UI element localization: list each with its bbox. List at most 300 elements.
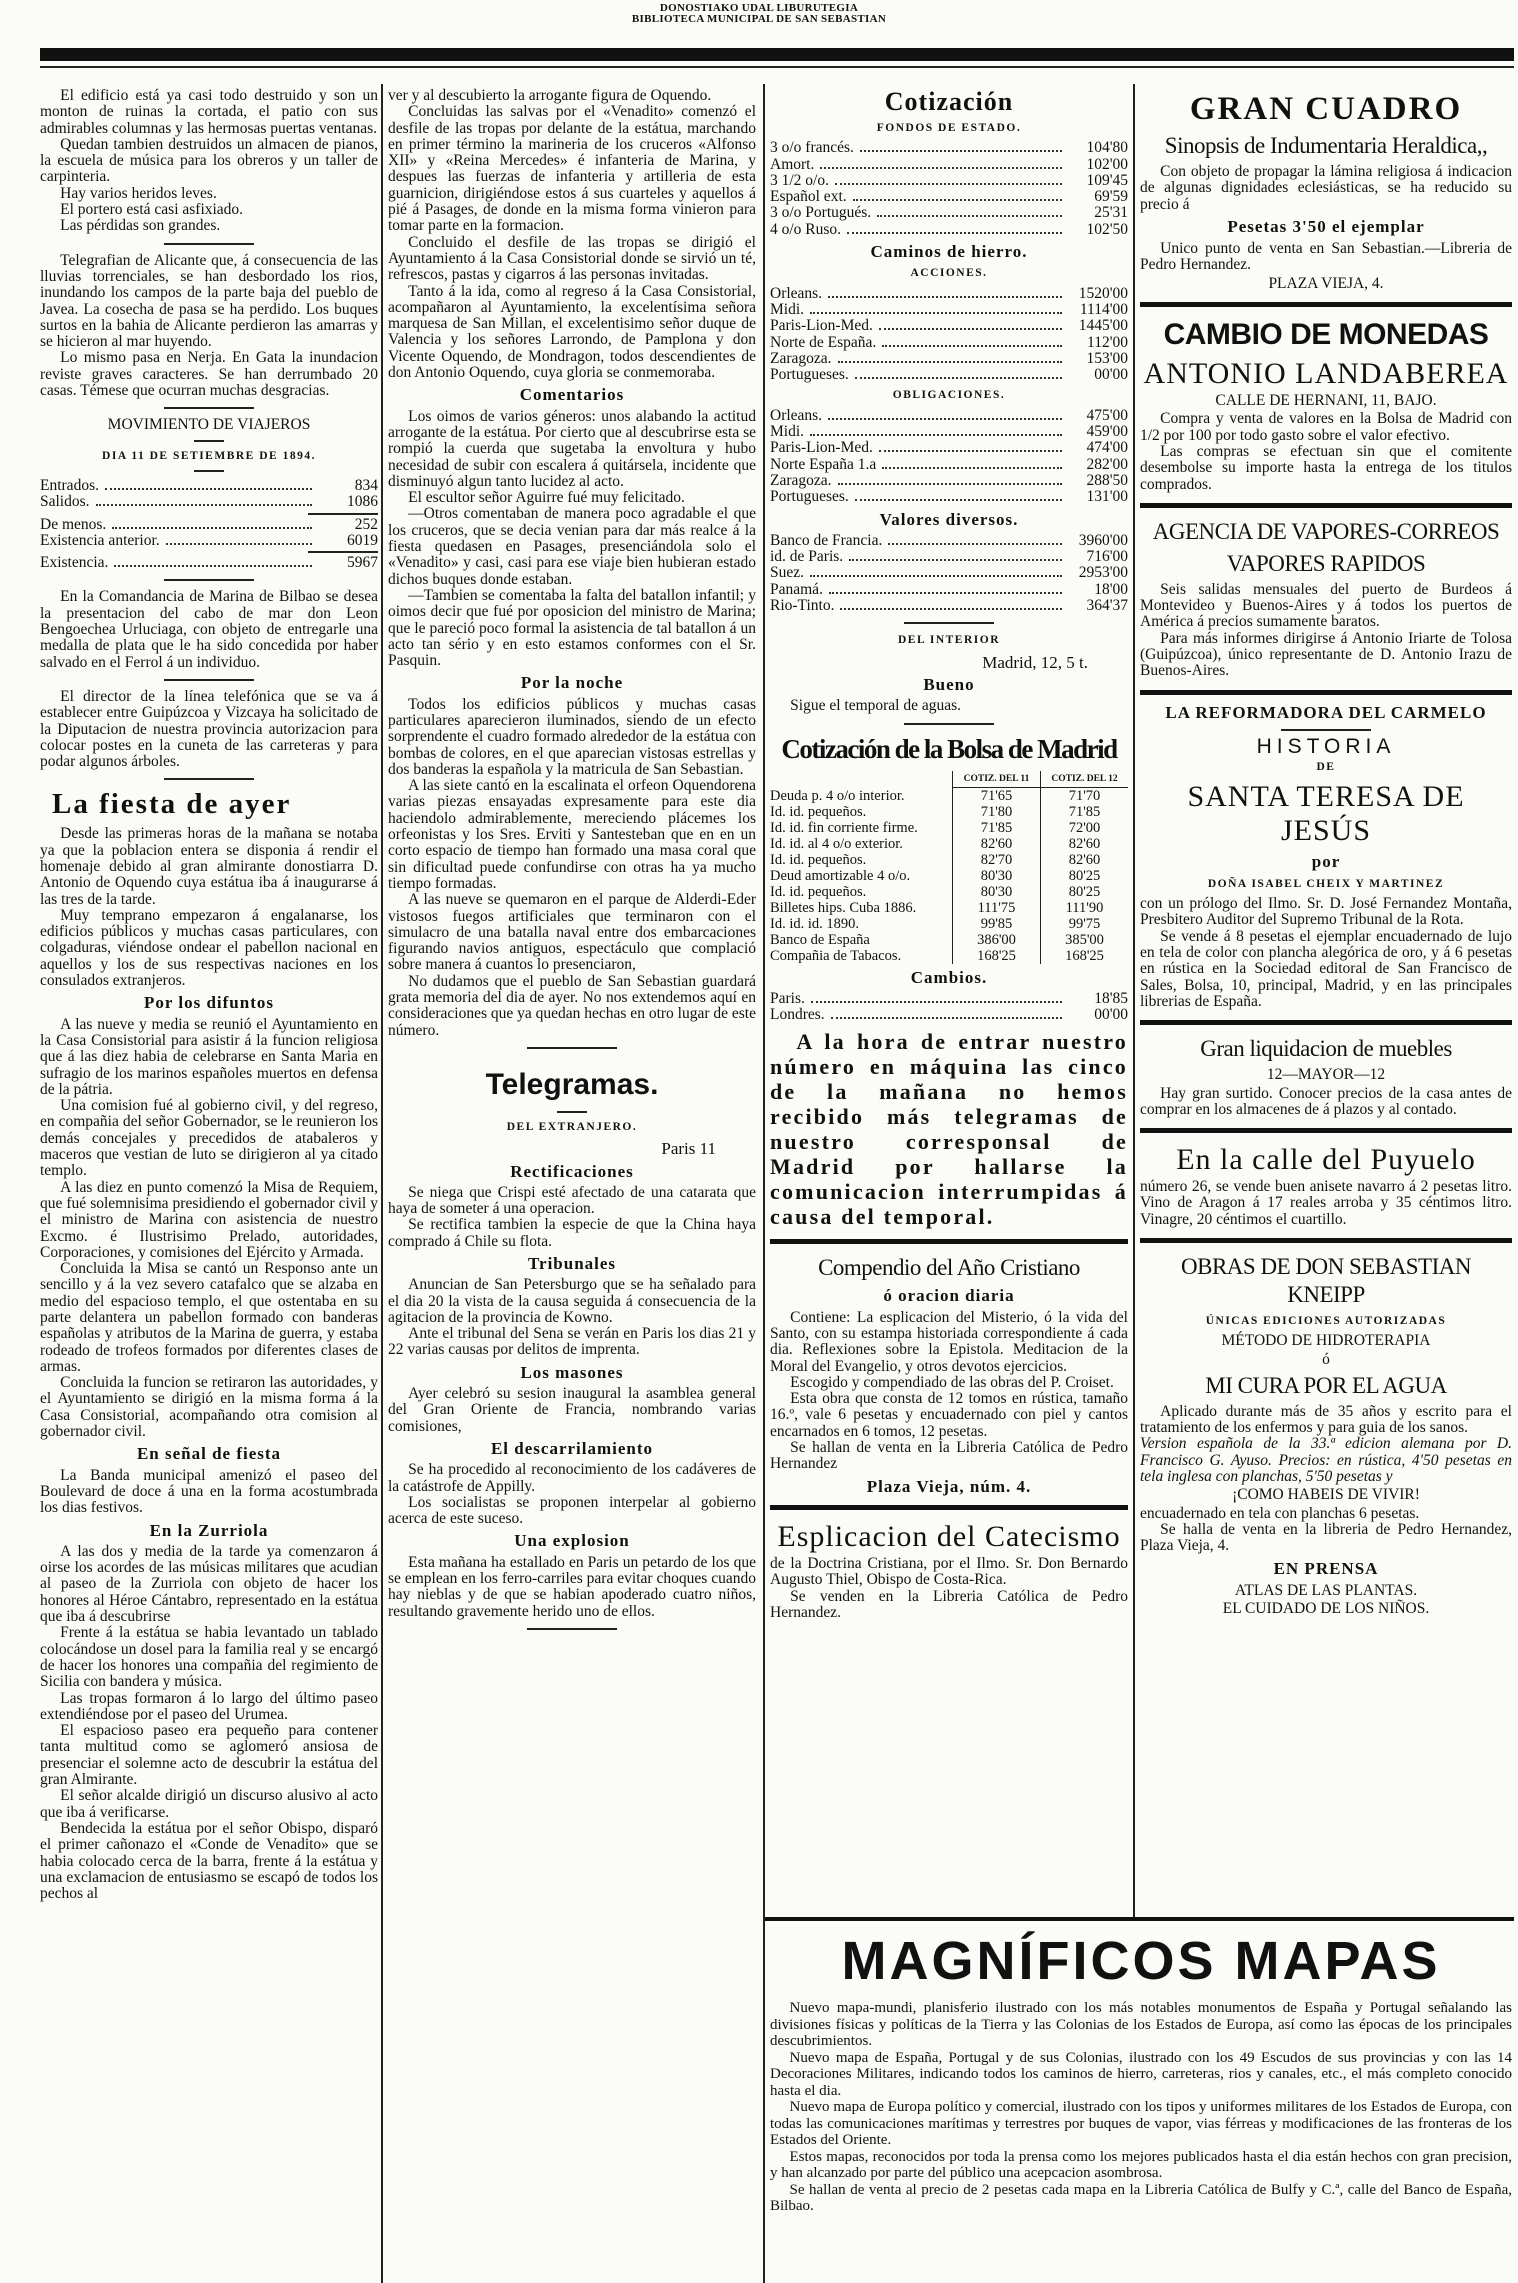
advert-title: VAPORES RAPIDOS — [1226, 550, 1426, 576]
advert-title: Sinopsis de Indumentaria Heraldica,, — [1164, 133, 1488, 158]
price-row — [770, 140, 1128, 156]
column-header: COTIZ. DEL 12 — [1040, 771, 1128, 788]
section-heading: El descarrilamiento — [490, 1438, 654, 1458]
dot-leader — [114, 565, 312, 567]
price-row — [770, 457, 1128, 473]
advert-title: ANTONIO LANDABEREA — [1143, 357, 1509, 391]
advert-title: GRAN CUADRO — [1189, 91, 1463, 127]
paragraph: Se hallan de venta al precio de 2 pesetas cada mapa en la Libreria Católica de Bulfy y C.ª, calle del Banco de España, Bilbao. — [770, 2181, 1512, 2214]
column-divider — [763, 84, 765, 2283]
row-value: 282'00 — [1086, 455, 1128, 473]
small-caps-line: ACCIONES. — [910, 267, 988, 280]
value-day-12: 111'90 — [1040, 900, 1128, 916]
paragraph: Se niega que Crispi esté afectado de una catarata que haya de someter á una operacion. — [388, 1183, 756, 1218]
sum-line — [308, 551, 378, 553]
dot-leader — [840, 608, 1062, 610]
paragraph: Desde las primeras horas de la mañana se notaba ya que la poblacion entera se disponia á rendir el homenaje debido al gran almirante donostiarra D. Antonio de Oquendo cuya estátua iba á inaugurarse á las tres de la tarde. — [40, 825, 378, 908]
section-heading: Cambios. — [910, 967, 988, 987]
paragraph: El espacioso paseo era pequeño para contener tanta multitud como se aglomeró ansiosa de presenciar el solemne acto de descubrir la estátua del gran Almirante. — [40, 1722, 378, 1789]
column-2 — [388, 88, 756, 2283]
row-value: 25'31 — [1094, 204, 1128, 222]
dot-leader — [166, 543, 312, 545]
dot-leader — [847, 232, 1062, 234]
paragraph: El edificio está ya casi todo destruido y son un monton de ruinas la cortada, el patio con sus admirables columnas y las hermosas puertas ventanas. — [40, 88, 378, 137]
price-row — [770, 473, 1128, 489]
row-label: Deud amortizable 4 o/o. — [770, 867, 911, 884]
thick-divider — [1140, 1238, 1512, 1243]
value-day-12: 80'25 — [1040, 884, 1128, 900]
section-heading: Los masones — [520, 1362, 624, 1382]
paragraph: número 26, se vende buen anisete navarro á 2 pesetas litro. Vino de Aragon á 17 reales arroba y 35 céntimos litro. Vinagre, 20 céntimos el cuartillo. — [1140, 1178, 1512, 1228]
paragraph: El director de la línea telefónica que se va á establecer entre Guipúzcoa y Vizcaya ha solicitado de la Diputacion de nuestra provincia autorizacion para colocar postes en la cuneta de las carreteras y para podar algunos árboles. — [40, 687, 378, 771]
row-label: Banco de Francia. — [770, 531, 883, 549]
price-row — [770, 489, 1128, 505]
dot-leader — [810, 575, 1062, 577]
sum-line — [308, 513, 378, 515]
divider — [164, 679, 254, 681]
price-row — [770, 318, 1128, 334]
row-label: Id. id. pequeños. — [770, 851, 867, 868]
price-row — [770, 286, 1128, 302]
dot-leader — [888, 543, 1062, 545]
paragraph: Hay varios heridos leves. — [60, 184, 217, 202]
centered-line: CALLE DE HERNANI, 11, BAJO. — [1215, 392, 1437, 410]
dateline: Madrid, 12, 5 t. — [982, 652, 1088, 672]
price-row — [770, 565, 1128, 581]
price-row — [770, 189, 1128, 205]
paragraph: Frente á la estátua se habia levantado un tablado colocándose un dosel para la familia real y se encargó de hacer los honores una compañia del regimiento de Sicilia con bandera y música. — [40, 1624, 378, 1691]
dot-leader — [879, 450, 1062, 452]
paragraph: Sigue el temporal de aguas. — [790, 697, 962, 715]
small-caps-line: DIA 11 DE SETIEMBRE DE 1894. — [102, 449, 316, 462]
row-label: Español ext. — [770, 188, 847, 206]
advert-title: HISTORIA — [1256, 734, 1396, 758]
advert-title: MI CURA POR EL AGUA — [1205, 1372, 1447, 1398]
dot-leader — [849, 559, 1062, 561]
advert-title: Gran liquidacion de muebles — [1200, 1036, 1452, 1062]
paragraph: Esta mañana ha estallado en Paris un petardo de los que se emplean en los ferro-carriles para evitar choques cuando hay nieblas y de que se habian apoderado cuatro niños, resultando gravemente herido uno de ellos. — [388, 1553, 756, 1620]
value-day-11: 386'00 — [952, 932, 1040, 948]
row-value: 00'00 — [1094, 366, 1128, 384]
paragraph: Tanto á la ida, como al regreso á la Casa Consistorial, acompañaron al Ayuntamiento, la excelentísima señora marquesa de San Millan, el excelentisimo señor duque de Valencia y los señores Larrondo, de Pamplona y don Vicente Oquendo, de Mondragon, todos descendientes de don Antonio Oquendo, cuya gloria se conmemoraba. — [388, 282, 756, 382]
divider — [164, 778, 254, 780]
value-day-11: 168'25 — [952, 948, 1040, 964]
header-bar — [40, 48, 1514, 61]
paragraph: Muy temprano empezaron á engalanarse, los edificios públicos y muchas casas particulares, con colgaduras, viéndose ondear el pabellon nacional en aquellos y los de sus respectivas naciones en los consulados extranjeros. — [40, 906, 378, 990]
paragraph-italic: Version española de la 33.ª edicion alemana por D. Francisco G. Ayuso. Precios: en rústica, 4'50 pesetas en tela inglesa con planchas, 5'50 pesetas y — [1140, 1435, 1512, 1486]
row-value: 716'00 — [1086, 548, 1128, 566]
centered-bold-line: EN PRENSA — [1273, 1558, 1379, 1578]
dot-leader — [829, 592, 1062, 594]
value-day-12: 385'00 — [1040, 932, 1128, 948]
paragraph: con un prólogo del Ilmo. Sr. D. José Fernandez Montaña, Presbitero Auditor del Supremo Tribunal de la Rota. — [1140, 895, 1512, 929]
column-divider — [381, 84, 383, 2283]
row-label: 3 o/o francés. — [770, 139, 854, 157]
row-label: Compañia de Tabacos. — [770, 947, 902, 964]
paragraph: No dudamos que el pueblo de San Sebastian guardará grata memoria del dia de ayer. No nos extendemos aquí en consideraciones que ya quedan hechas en otro lugar de este número. — [388, 972, 756, 1039]
price-row — [770, 991, 1128, 1007]
paragraph: Se venden en la Libreria Católica de Pedro Hernandez. — [770, 1587, 1128, 1621]
row-label: Orleans. — [770, 406, 823, 424]
small-caps-line: DEL INTERIOR — [897, 634, 1001, 647]
price-row — [770, 598, 1128, 614]
price-row — [770, 582, 1128, 598]
thick-divider — [770, 1505, 1128, 1510]
bottom-advert-mapas — [770, 1930, 1512, 2280]
paragraph: Concluidas las salvas por el «Venadito» comenzó el desfile de las tropas por delante de la estátua, marchando en primer término la marineria de los cruceros «Alfonso XII» y «Reina Mercedes» é infanteria de Marina, y despues las fuerzas de infanteria y artilleria de esta guarnicion, dirigiéndose estos á sus cuarteles y aquellos á pié á Pasages, de donde en la misma forma vinieron para tomar parte en la formacion. — [388, 103, 756, 235]
section-title: Telegramas. — [485, 1067, 659, 1101]
value-day-11: 80'30 — [952, 868, 1040, 884]
thick-divider — [1140, 690, 1512, 695]
paragraph: Se halla de venta en la libreria de Pedro Hernandez, Plaza Vieja, 4. — [1140, 1520, 1512, 1555]
row-label: Paris-Lion-Med. — [770, 439, 873, 457]
price-row — [40, 494, 378, 510]
divider — [557, 1111, 587, 1113]
section-heading: Por la noche — [520, 673, 624, 693]
paragraph: Se hallan de venta en la Libreria Católica de Pedro Hernandez — [770, 1439, 1128, 1473]
value-day-11: 71'80 — [952, 804, 1040, 820]
value-day-11: 71'85 — [952, 820, 1040, 836]
paragraph: El escultor señor Aguirre fué muy felicitado. — [408, 489, 685, 507]
row-value: 1520'00 — [1078, 284, 1128, 302]
price-row — [770, 222, 1128, 238]
price-row — [770, 302, 1128, 318]
row-label: Portugueses. — [770, 488, 849, 506]
row-value: 252 — [354, 515, 378, 533]
dot-leader — [811, 1001, 1062, 1003]
dot-leader — [838, 361, 1062, 363]
row-label: Midi. — [770, 300, 805, 318]
section-heading: Plaza Vieja, núm. 4. — [866, 1476, 1032, 1496]
paragraph: encuadernado en tela con planchas 6 pesetas. — [1140, 1504, 1420, 1522]
price-row — [770, 351, 1128, 367]
paragraph: A las diez en punto comenzó la Misa de Requiem, que fué solemnisima presidiendo el gobernador civil y el ministro de Marina con asistencia de nuestro Excmo. é Ilustrisimo Prelado, autoridades, Corporaciones, y comisiones del Ejército y Armada. — [40, 1178, 378, 1261]
paragraph: La Banda municipal amenizó el paseo del Boulevard de doce á una en la forma acostumbrada los dias festivos. — [40, 1466, 378, 1517]
row-value: 1086 — [347, 493, 378, 511]
row-value: 18'00 — [1094, 580, 1128, 598]
value-day-11: 71'65 — [952, 788, 1040, 804]
dot-leader — [828, 418, 1062, 420]
paragraph: Concluido el desfile de las tropas se dirigió el Ayuntamiento á la Casa Consistorial donde se sirvió un té, refrescos, pastas y cigarros á las personas invitadas. — [388, 233, 756, 284]
paragraph: Nuevo mapa de España, Portugal y de sus Colonias, ilustrado con los 49 Escudos de sus provincias y con las 14 Decoraciones Militares, indicando todos los caminos de hierro, carreteras, rios y canales, etc., el más completo conocido hasta el dia. — [770, 2049, 1512, 2099]
paragraph: El señor alcalde dirigió un discurso alusivo al acto que iba á verificarse. — [40, 1787, 378, 1821]
row-label: Existencia. — [40, 554, 109, 572]
thick-divider — [1140, 503, 1512, 508]
centered-line: MÉTODO DE HIDROTERAPIA — [1221, 1332, 1431, 1350]
paragraph: Concluida la funcion se retiraron las autoridades, y el Ayuntamiento se dirigió en la misma forma á la Casa Consistorial, acompañando otra comision al gobernador civil. — [40, 1374, 378, 1441]
column-header: COTIZ. DEL 11 — [952, 771, 1040, 788]
dot-leader — [879, 328, 1062, 330]
advert-title: AGENCIA DE VAPORES-CORREOS — [1152, 518, 1500, 544]
value-day-12: 82'60 — [1040, 852, 1128, 868]
price-row — [770, 157, 1128, 173]
library-stamp-line2: BIBLIOTECA MUNICIPAL DE SAN SEBASTIAN — [631, 13, 887, 25]
section-heading: Por los difuntos — [144, 993, 274, 1013]
value-day-12: 80'25 — [1040, 868, 1128, 884]
value-day-11: 111'75 — [952, 900, 1040, 916]
dot-leader — [835, 183, 1062, 185]
centered-line: ATLAS DE LAS PLANTAS. — [1234, 1581, 1418, 1599]
row-value: 104'80 — [1086, 139, 1128, 157]
section-heading: Una explosion — [514, 1531, 630, 1551]
table-title: Cotización de la Bolsa de Madrid — [781, 733, 1117, 764]
row-label: Suez. — [770, 564, 805, 582]
price-row — [770, 1007, 1128, 1023]
paragraph: Todos los edificios públicos y muchas casas particulares aparecieron iluminados, siendo de un efecto sorprendente el cuadro formado alrededor de la estátua con bombas de colores, en el que aparecian vistosas estrellas y dos banderas la española y la matricula de San Sebastian. — [388, 695, 756, 778]
row-value: 109'45 — [1086, 171, 1128, 189]
price-row — [40, 555, 378, 571]
row-label: Billetes hips. Cuba 1886. — [770, 899, 917, 916]
row-label: Zaragoza. — [770, 349, 832, 367]
dot-leader — [810, 312, 1062, 314]
row-label: Id. id. pequeños. — [770, 883, 867, 900]
paragraph: Lo mismo pasa en Nerja. En Gata la inundacion reviste graves caracteres. Se han derrumbado 20 casas. Témese que ocurran muchas desgracias. — [40, 349, 378, 400]
row-value: 1114'00 — [1079, 300, 1128, 318]
row-value: 112'00 — [1087, 333, 1128, 351]
section-heading: Comentarios — [519, 385, 625, 405]
section-heading: Tribunales — [527, 1254, 617, 1273]
row-value: 102'00 — [1086, 155, 1128, 173]
paragraph: de la Doctrina Cristiana, por el Ilmo. Sr. Don Bernardo Augusto Thiel, Obispo de Costa-Rica. — [770, 1554, 1128, 1589]
centered-line: ¡COMO HABEIS DE VIVIR! — [1232, 1486, 1420, 1504]
row-label: 4 o/o Ruso. — [770, 220, 842, 238]
price-row — [770, 440, 1128, 456]
section-heading: En la Zurriola — [149, 1520, 269, 1540]
library-stamp-line1: DONOSTIAKO UDAL LIBURUTEGIA — [659, 2, 859, 14]
dot-leader — [855, 377, 1062, 379]
paragraph: Escogido y compendiado de las obras del P. Croiset. — [790, 1373, 1114, 1391]
paragraph: Los socialistas se proponen interpelar al gobierno acerca de este suceso. — [388, 1493, 756, 1528]
paragraph: Se ha procedido al reconocimiento de los cadáveres de la catástrofe de Appilly. — [388, 1461, 756, 1495]
price-row — [770, 424, 1128, 440]
section-heading: Rectificaciones — [510, 1161, 634, 1181]
row-label: Norte de España. — [770, 333, 877, 351]
paragraph: Estos mapas, reconocidos por toda la prensa como los mejores publicados hasta el dia están hechos con gran precision, y han alcanzado por parte del público una acepcacion asombrosa. — [770, 2148, 1512, 2181]
row-value: 3960'00 — [1078, 531, 1128, 549]
column-3 — [770, 88, 1128, 1914]
paragraph: A las nueve se quemaron en el parque de Alderdi-Eder vistosos fuegos artificiales que terminaron con el simulacro de una batalla naval entre dos embarcaciones figurando navios antiguos, espectáculo que complació sobre manera á cuantos lo presenciaron, — [388, 891, 756, 974]
headline: La fiesta de ayer — [52, 788, 292, 821]
row-value: 00'00 — [1094, 1006, 1128, 1024]
paragraph: Esta obra que consta de 12 tomos en rústica, tamaño 16.º, vale 6 pesetas y encuadernado con piel y cantos encarnados en 6 tomos, 12 pesetas. — [770, 1390, 1128, 1440]
advert-divider — [765, 1917, 1514, 1921]
centered-line: PLAZA VIEJA, 4. — [1268, 274, 1384, 292]
paragraph: Anuncian de San Petersburgo que se ha señalado para el dia 20 la vista de la causa seguida á consecuencia de la agitacion de la provincia de Kowno. — [388, 1276, 756, 1326]
row-value: 6019 — [347, 531, 378, 549]
divider — [904, 622, 994, 624]
paragraph: El portero está casi asfixiado. — [60, 201, 244, 219]
row-value: 102'50 — [1086, 220, 1128, 238]
price-row — [770, 533, 1128, 549]
thick-divider — [1140, 1020, 1512, 1025]
price-row — [770, 367, 1128, 383]
section-heading: Bueno — [923, 674, 975, 694]
row-label: Salidos. — [40, 493, 90, 511]
paragraph: Telegrafian de Alicante que, á consecuencia de las lluvias torrenciales, se han desbordado los rios, inundando los campos de la parte baja del pueblo de Javea. La cosecha de pasa se ha perdido. Los buques surtos en la bahia de Alicante perdieron las amarras y se hicieron al mar huyendo. — [40, 251, 378, 351]
row-label: De menos. — [40, 515, 107, 533]
centered-bold-line: LA REFORMADORA DEL CARMELO — [1165, 702, 1487, 722]
section-heading: ó oracion diaria — [883, 1286, 1015, 1306]
paragraph: Concluida la Misa se cantó un Responso ante un sencillo y á la vez severo catafalco que se alzaba en medio del espacioso templo, el que ostentaba en su parte delantera un pabellon formado con banderas españolas y atributos de la Marina de guerra, y estaba rodeado de trofeos formados por diferentes clases de armas. — [40, 1260, 378, 1375]
centered-bold-line: Pesetas 3'50 el ejemplar — [1227, 216, 1425, 236]
paragraph: Aplicado durante más de 35 años y escrito para el tratamiento de los enfermos y para guia de los sanos. — [1140, 1402, 1512, 1437]
paragraph: Ante el tribunal del Sena se verán en Paris los dias 21 y 22 varias causas por delitos de imprenta. — [388, 1325, 756, 1359]
price-row — [40, 478, 378, 494]
price-row — [770, 173, 1128, 189]
price-row — [40, 517, 378, 533]
paragraph: Nuevo mapa-mundi, planisferio ilustrado con los más notables monumentos de España y Portugal señalando las divisiones físicas y políticas de la Tierra y las Colonias de los Estados de Europa, así como las épocas de los principales descubrimientos. — [770, 2000, 1512, 2049]
row-label: Portugueses. — [770, 366, 849, 384]
advert-title: OBRAS DE DON SEBASTIAN KNEIPP — [1181, 1253, 1471, 1307]
dateline: Paris 11 — [661, 1139, 716, 1159]
row-value: 18'85 — [1094, 989, 1128, 1007]
paragraph: A las nueve y media se reunió el Ayuntamiento en la Casa Consistorial para asistir á la funcion religiosa que á las diez habia de celebrarse en Santa Maria en sufragio de los marinos españoles muertos en defensa de la pátria. — [40, 1015, 378, 1098]
price-row — [770, 205, 1128, 221]
small-caps-line: DE — [1316, 761, 1336, 774]
row-value: 1445'00 — [1078, 317, 1128, 335]
divider — [164, 407, 254, 409]
advert-title: MAGNÍFICOS MAPAS — [841, 1931, 1441, 1991]
library-stamp — [0, 3, 1518, 25]
row-value: 459'00 — [1086, 423, 1128, 441]
value-day-12: 82'60 — [1040, 836, 1128, 852]
paragraph: Con objeto de propagar la lámina religiosa á indicacion de algunas dignidades eclesiásticas, se ha reducido su precio á — [1140, 163, 1512, 213]
row-value: 69'59 — [1094, 188, 1128, 206]
value-day-12: 72'00 — [1040, 820, 1128, 836]
small-caps-line: DEL EXTRANJERO. — [506, 1120, 638, 1133]
dot-leader — [855, 499, 1062, 501]
row-label: id. de Paris. — [770, 548, 844, 566]
value-day-11: 80'30 — [952, 884, 1040, 900]
centered-line: ó — [1322, 1350, 1330, 1368]
row-label: Amort. — [770, 155, 815, 173]
paragraph: Hay gran surtido. Conocer precios de la casa antes de comprar en los almacenes de á plazos y al contado. — [1140, 1084, 1512, 1118]
paragraph: Unico punto de venta en San Sebastian.—Libreria de Pedro Hernandez. — [1140, 240, 1512, 274]
bolsa-table — [770, 771, 1128, 964]
divider — [904, 723, 994, 725]
row-label: 3 o/o Portugués. — [770, 204, 872, 222]
centered-line: 12—MAYOR—12 — [1266, 1066, 1386, 1084]
paragraph: ver y al descubierto la arrogante figura de Oquendo. — [388, 88, 712, 104]
divider — [194, 470, 224, 472]
row-label: Rio-Tinto. — [770, 597, 835, 615]
centered-line: EL CUIDADO DE LOS NIÑOS. — [1222, 1600, 1430, 1618]
paragraph: Una comision fué al gobierno civil, y del regreso, en compañia del señor Gobernador, se le reunieron los demás concejales y precedidos de atabaleros y maceros que vestian de luto se dirigieron al ya citado templo. — [40, 1097, 378, 1180]
paragraph: Las compras se efectuan sin que el comitente desembolse su importe hasta la entrega de los titulos comprados. — [1140, 442, 1512, 493]
divider — [527, 1628, 617, 1630]
divider — [194, 440, 224, 442]
thick-divider — [1140, 1128, 1512, 1133]
value-day-11: 82'70 — [952, 852, 1040, 868]
row-label: Id. id. al 4 o/o exterior. — [770, 835, 903, 852]
dot-leader — [882, 345, 1062, 347]
row-label: 3 1/2 o/o. — [770, 171, 829, 189]
row-value: 834 — [354, 476, 378, 494]
notice: A la hora de entrar nuestro número en máquina las cinco de la mañana no hemos recibido más telegramas de nuestro corresponsal de Madrid por hallarse la comunicacion interrumpidas á causa del temporal. — [770, 1029, 1128, 1230]
paragraph: Las pérdidas son grandes. — [60, 217, 221, 235]
paragraph: A las siete cantó en la escalinata el orfeon Oquendorena varias piezas ensayadas expresamente para este dia haciendolo admirablemente, mereciendo plácemes los orfeonistas y los Sres. Erviti y Santesteban que en en un corto espacio de tiempo han formado una masa coral que sin dificultad puede confundirse con otras ha ya mucho tiempo formadas. — [388, 777, 756, 892]
price-row — [770, 549, 1128, 565]
table-corner — [770, 771, 952, 788]
paragraph: Quedan tambien destruidos un almacen de pianos, la escuela de música para los obreros y un taller de carpinteria. — [40, 135, 378, 186]
value-day-11: 82'60 — [952, 836, 1040, 852]
value-day-12: 71'70 — [1040, 788, 1128, 804]
value-day-12: 168'25 — [1040, 948, 1128, 964]
row-label: Deuda p. 4 o/o interior. — [770, 787, 905, 804]
paragraph: A las dos y media de la tarde ya comenzaron á oirse los acordes de las músicas militares que acudian al paseo de la Zurriola con objeto de hacer los honores al Héroe Cántabro, representado en la estátua que iba á descubrirse — [40, 1542, 378, 1626]
advert-title: En la calle del Puyuelo — [1176, 1143, 1476, 1177]
row-label: Banco de España — [770, 931, 870, 948]
column-divider — [1133, 84, 1135, 1918]
paragraph: Los oimos de varios géneros: unos alabando la actitud arrogante de la estátua. Por cierto que al descubrirse esta se rompió la cuerda que sugetaba la envoltura y hubo necesidad de subir con escalera á quitársela, incidente que disminuyó algun tanto lucidez al acto. — [388, 407, 756, 490]
price-row — [770, 335, 1128, 351]
paragraph: Las tropas formaron á lo largo del último paseo extendiéndose por el paseo del Urumea. — [40, 1689, 378, 1723]
thick-divider — [770, 1239, 1128, 1244]
row-value: 5967 — [347, 554, 378, 572]
row-label: Paris. — [770, 989, 805, 1007]
row-label: Zaragoza. — [770, 471, 832, 489]
price-row — [770, 408, 1128, 424]
section-heading: Valores diversos. — [879, 509, 1019, 529]
paragraph: Compra y venta de valores en la Bolsa de Madrid con 1/2 por 100 por todo gasto sobre el valor efectivo. — [1140, 410, 1512, 444]
row-value: 288'50 — [1086, 471, 1128, 489]
header-rule — [40, 66, 1514, 68]
dot-leader — [828, 296, 1062, 298]
row-value: 474'00 — [1086, 439, 1128, 457]
paragraph: Para más informes dirigirse á Antonio Iriarte de Tolosa (Guipúzcoa), único representante de D. Antonio Irazu de Buenos-Aires. — [1140, 629, 1512, 680]
paragraph: Contiene: La esplicacion del Misterio, ó la vida del Santo, con su estampa historiada correspondiente á cada dia. Reflexiones sobre la Epistola. Meditacion de la Moral del Evangelio, y otros devotos ejercicios. — [770, 1308, 1128, 1375]
paragraph: Se vende á 8 pesetas el ejemplar encuadernado de lujo en tela de color con plancha alegórica de oro, y á 6 pesetas en rústica en la Sociedad editoral de San Francisco de Sales, Bolsa, 10, principal, Madrid, y en las principales librerias de España. — [1140, 927, 1512, 1010]
paragraph: Ayer celebró su sesion inaugural la asamblea general del Gran Oriente de Francia, nombrando varias comisiones, — [388, 1385, 756, 1435]
thick-divider — [1140, 302, 1512, 307]
advert-title: Compendio del Año Cristiano — [818, 1255, 1080, 1281]
paragraph: —Otros comentaban de manera poco agradable el que los cruceros, que se decia venian para dar más realce á la fiesta quedasen en Pasages, presenciándola solo el «Venadito» y casi, casi para ese viaje bien hubieran estado dichos buques donde estaban. — [388, 505, 756, 588]
divider — [164, 579, 254, 581]
row-label: Id. id. fin corriente firme. — [770, 819, 918, 836]
row-label: Existencia anterior. — [40, 531, 160, 549]
centered-bold-line: por — [1311, 851, 1341, 871]
small-caps-line: OBLIGACIONES. — [892, 389, 1006, 402]
table-title: Cotización — [884, 88, 1014, 116]
row-value: 475'00 — [1086, 406, 1128, 424]
dot-leader — [860, 150, 1062, 152]
dot-leader — [877, 215, 1062, 217]
column-4-adverts — [1140, 88, 1512, 1914]
row-label: Id. id. id. 1890. — [770, 915, 860, 932]
row-label: Paris-Lion-Med. — [770, 317, 873, 335]
row-value: 364'37 — [1086, 597, 1128, 615]
section-heading: Caminos de hierro. — [870, 242, 1028, 262]
paragraph: Bendecida la estátua por el señor Obispo, disparó el primer cañonazo el «Conde de Venadito» que se habia colocado cerca de la barra, frente á la estátua y una exclamacion de entusiasmo se escapó de todos los pechos al — [40, 1819, 378, 1903]
dot-leader — [882, 467, 1062, 469]
small-caps-line: ÚNICAS EDICIONES AUTORIZADAS — [1205, 1314, 1447, 1327]
paragraph: Seis salidas mensuales del puerto de Burdeos á Montevideo y Buenos-Aires y á todos los puertos de América á precios sumamente baratos. — [1140, 580, 1512, 631]
dot-leader — [838, 483, 1062, 485]
row-value: 131'00 — [1086, 488, 1128, 506]
small-caps-line: DOÑA ISABEL CHEIX Y MARTINEZ — [1207, 877, 1445, 890]
dot-leader — [853, 199, 1062, 201]
dot-leader — [96, 504, 312, 506]
row-label: Norte España 1.a — [770, 455, 877, 473]
dot-leader — [831, 1017, 1062, 1019]
row-label: Orleans. — [770, 284, 823, 302]
row-label: Midi. — [770, 423, 805, 441]
divider — [527, 1047, 617, 1049]
paragraph: Nuevo mapa de Europa político y comercial, ilustrado con los tipos y uniformes militares de los Estados de Europa, con todas las comunicaciones marítimas y terrestres por buques de vapor, vias férreas y modificaciones de las fronteras de los Estados del Oriente. — [770, 2099, 1512, 2148]
paragraph: Se rectifica tambien la especie de que la China haya comprado á Chile su flota. — [388, 1216, 756, 1250]
divider — [164, 243, 254, 245]
column-1 — [40, 88, 378, 2283]
